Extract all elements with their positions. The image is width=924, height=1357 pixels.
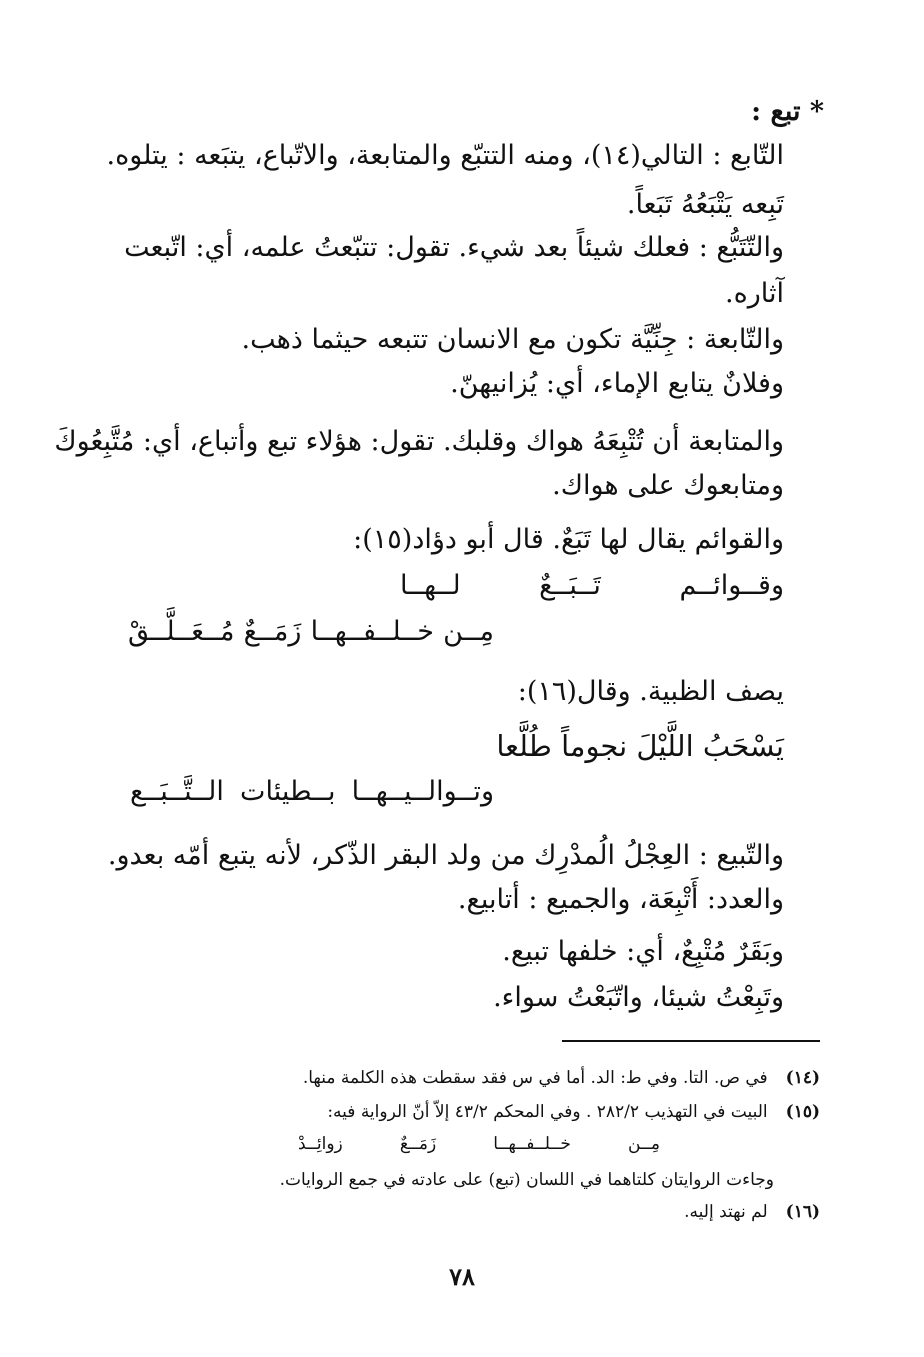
verse-word: زوائِــدْ xyxy=(298,1134,343,1154)
footnote-number: (١٦) xyxy=(785,1202,820,1222)
text-line: وفلانٌ يتابع الإماء، أي: يُزانيهنّ. xyxy=(450,368,784,399)
verse-word: وتــوالــيــهــا xyxy=(351,776,494,807)
verse-word: بــطيئات xyxy=(240,776,336,807)
footnote-text: البيت في التهذيب ٢٨٢/٢ . وفي المحكم ٤٣/٢ إلاّ أنّ الرواية فيه: xyxy=(327,1102,768,1122)
verse-2-line-1: يَسْحَبُ اللَّيْلَ نجوماً طُلَّعا xyxy=(496,729,784,763)
verse-word: وقــوائــم xyxy=(679,570,784,601)
verse-1-line-1 xyxy=(400,566,784,606)
text-line: وتَبِعْتُ شيئا، واتّبَعْتُ سواء. xyxy=(493,982,784,1013)
footnote-divider xyxy=(562,1040,820,1042)
verse-word: تَــبَــعٌ xyxy=(539,570,601,601)
verse-word: خــلــفــهــا xyxy=(310,616,434,647)
text-line: يصف الظبية. وقال(١٦): xyxy=(517,676,784,707)
footnote xyxy=(684,1198,820,1226)
verse-word: خــلــفــهــا xyxy=(493,1134,571,1154)
footnote-text: وجاءت الروايتان كلتاهما في اللسان (تبع) على عادته في جمع الروايات. xyxy=(279,1170,774,1190)
footnote-number: (١٥) xyxy=(785,1102,820,1122)
text-line: آثاره. xyxy=(724,278,784,309)
verse-word: الــتَّــبَــع xyxy=(130,776,224,807)
text-line: والتّبيع : العِجْلُ الُمدْرِك من ولد البقر الذّكر، لأنه يتبع أمّه بعدو. xyxy=(107,840,784,871)
verse-word: مُــعَــلَّــقْ xyxy=(128,616,235,647)
entry-heading: * تبع : xyxy=(751,96,824,127)
page-number: ٧٨ xyxy=(449,1262,475,1291)
verse-word: لــهــا xyxy=(400,570,461,601)
footnote-number: (١٤) xyxy=(785,1068,820,1088)
verse-word: مِــن xyxy=(443,616,494,647)
footnote xyxy=(280,1166,774,1194)
verse-2-line-2 xyxy=(130,772,494,812)
verse-word: زَمَــعٌ xyxy=(243,616,302,647)
verse-word: زَمَــعٌ xyxy=(399,1134,437,1154)
text-line: وبَقَرٌ مُتْبِعٌ، أي: خلفها تبيع. xyxy=(502,936,784,967)
footnote-text: في ص. التا. وفي ط: الد. أما في س فقد سقطت هذه الكلمة منها. xyxy=(302,1068,768,1088)
text-line: والعدد: أَتْبِعَة، والجميع : أتابيع. xyxy=(457,884,784,915)
text-line: والقوائم يقال لها تَبَعٌ. قال أبو دؤاد(١٥): xyxy=(353,524,784,555)
verse-1-line-2 xyxy=(128,612,494,652)
footnote-text: لم نهتد إليه. xyxy=(684,1202,768,1222)
footnote xyxy=(327,1098,820,1126)
text-line: تَبِعه يَتْبَعُهُ تَبَعاً. xyxy=(626,189,784,220)
text-line: التّابع : التالي(١٤)، ومنه التتبّع والمتابعة، والاتّباع، يتبَعه : يتلوه. xyxy=(106,140,784,171)
footnote-verse xyxy=(298,1130,660,1158)
verse-word: مِــن xyxy=(627,1134,660,1154)
text-line: والتّتَبُّع : فعلك شيئاً بعد شيء. تقول: تتبّعتُ علمه، أي: اتّبعت xyxy=(124,232,784,263)
text-line: والتّابعة : جِنِّيَّة تكون مع الانسان تتبعه حيثما ذهب. xyxy=(241,324,784,355)
footnote xyxy=(303,1064,820,1092)
text-line: والمتابعة أن تُتْبِعَهُ هواك وقلبك. تقول: هؤلاء تبع وأتباع، أي: مُتَّبِعُوكَ xyxy=(54,426,784,457)
text-line: ومتابعوك على هواك. xyxy=(552,470,784,501)
